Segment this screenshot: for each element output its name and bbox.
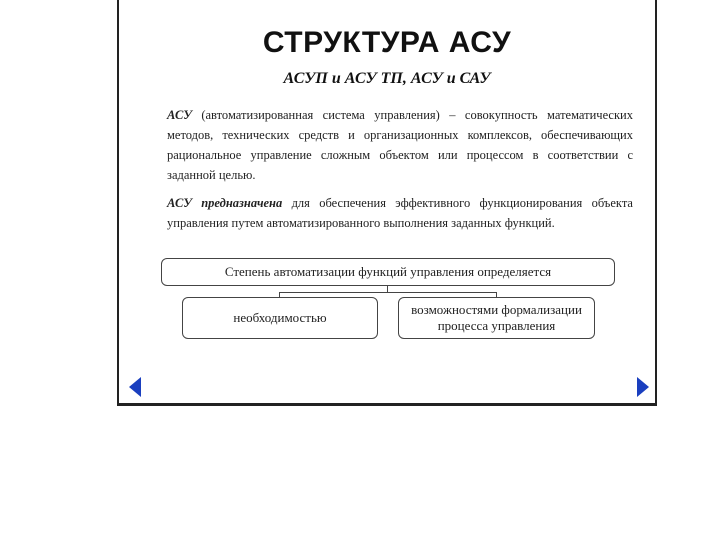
purpose-paragraph [167, 193, 633, 233]
previous-slide-icon[interactable] [129, 377, 141, 397]
slide-title: СТРУКТУРА АСУ [262, 26, 512, 59]
definition-term: АСУ [167, 108, 192, 122]
purpose-term: АСУ предназначена [167, 196, 283, 210]
purpose-text: для обеспечения эффективного функционирования объекта управления путем автоматизированного выполнения заданных функций. [167, 196, 633, 230]
definition-paragraph [167, 105, 633, 185]
slide-subtitle: АСУП и АСУ ТП, АСУ и САУ [283, 70, 491, 87]
slide-page [117, 0, 657, 406]
diagram-right-box: возможностями формализации процесса управления [398, 297, 595, 339]
next-slide-icon[interactable] [637, 377, 649, 397]
definition-text: (автоматизированная система управления) – совокупность математических методов, технических средств и организационных комплексов, обеспечивающих рациональное управление сложным объектом или процессом в соответствии с заданной целью. [167, 108, 633, 182]
diagram-left-box: необходимостью [182, 297, 378, 339]
diagram-main-box: Степень автоматизации функций управления определяется [161, 258, 615, 286]
connector-horizontal [279, 292, 497, 293]
